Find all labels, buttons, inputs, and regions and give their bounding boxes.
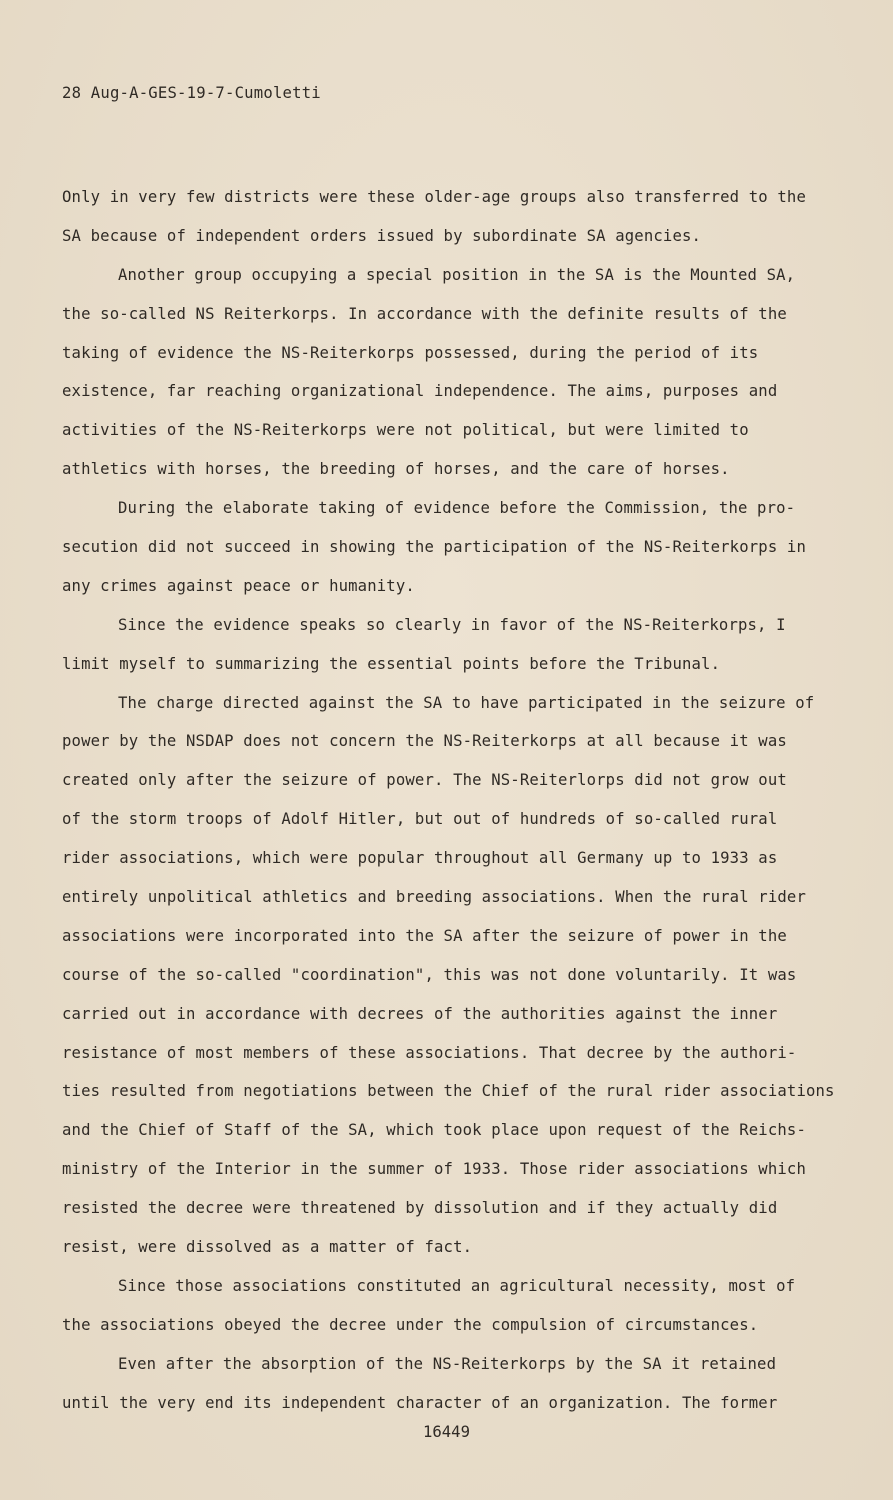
text-line: Since those associations constituted an agricultural necessity, most of — [118, 1276, 796, 1295]
text-line: The charge directed against the SA to have participated in the seizure of — [118, 693, 815, 712]
page-number: 16449 — [423, 1423, 470, 1441]
text-line: Since the evidence speaks so clearly in favor of the NS-Reiterkorps, I — [118, 615, 786, 634]
text-line: SA because of independent orders issued by subordinate SA agencies. — [62, 226, 702, 245]
text-line: activities of the NS-Reiterkorps were not political, but were limited to — [62, 421, 749, 440]
text-line: existence, far reaching organizational independence. The aims, purposes and — [62, 382, 778, 401]
text-line: resistance of most members of these associations. That decree by the authori- — [62, 1043, 797, 1062]
text-line: the associations obeyed the decree under the compulsion of circumstances. — [62, 1315, 759, 1334]
text-line: and the Chief of Staff of the SA, which took place upon request of the Reichs- — [62, 1121, 806, 1140]
text-line: entirely unpolitical athletics and breeding associations. When the rural rider — [62, 888, 806, 907]
text-line: secution did not succeed in showing the participation of the NS-Reiterkorps in — [62, 538, 806, 557]
text-line: ties resulted from negotiations between the Chief of the rural rider associations — [62, 1082, 835, 1101]
text-line: Only in very few districts were these older-age groups also transferred to the — [62, 188, 806, 206]
text-line: created only after the seizure of power. The NS-Reiterlorps did not grow out — [62, 771, 787, 790]
text-line: Another group occupying a special position in the SA is the Mounted SA, — [118, 265, 796, 284]
text-line: limit myself to summarizing the essential points before the Tribunal. — [62, 654, 721, 673]
text-line: course of the so-called "coordination", this was not done voluntarily. It was — [62, 965, 797, 984]
text-line: Even after the absorption of the NS-Reiterkorps by the SA it retained — [118, 1354, 777, 1373]
text-line: ministry of the Interior in the summer of 1933. Those rider associations which — [62, 1160, 806, 1179]
document-header: 28 Aug-A-GES-19-7-Cumoletti — [62, 84, 321, 102]
text-line: taking of evidence the NS-Reiterkorps possessed, during the period of its — [62, 343, 759, 362]
text-line: until the very end its independent character of an organization. The former — [62, 1393, 778, 1412]
text-line: carried out in accordance with decrees of the authorities against the inner — [62, 1004, 778, 1023]
text-line: athletics with horses, the breeding of horses, and the care of horses. — [62, 460, 730, 479]
text-line: of the storm troops of Adolf Hitler, but out of hundreds of so-called rural — [62, 810, 778, 829]
text-line: rider associations, which were popular throughout all Germany up to 1933 as — [62, 849, 778, 868]
text-line: associations were incorporated into the SA after the seizure of power in the — [62, 926, 787, 945]
text-line: During the elaborate taking of evidence before the Commission, the pro- — [118, 499, 796, 518]
text-line: any crimes against peace or humanity. — [62, 576, 415, 595]
text-line: resist, were dissolved as a matter of fact. — [62, 1238, 473, 1257]
text-line: power by the NSDAP does not concern the NS-Reiterkorps at all because it was — [62, 732, 787, 751]
text-line: the so-called NS Reiterkorps. In accordance with the definite results of the — [62, 304, 787, 323]
document-body — [62, 178, 842, 1423]
text-line: resisted the decree were threatened by dissolution and if they actually did — [62, 1199, 778, 1218]
